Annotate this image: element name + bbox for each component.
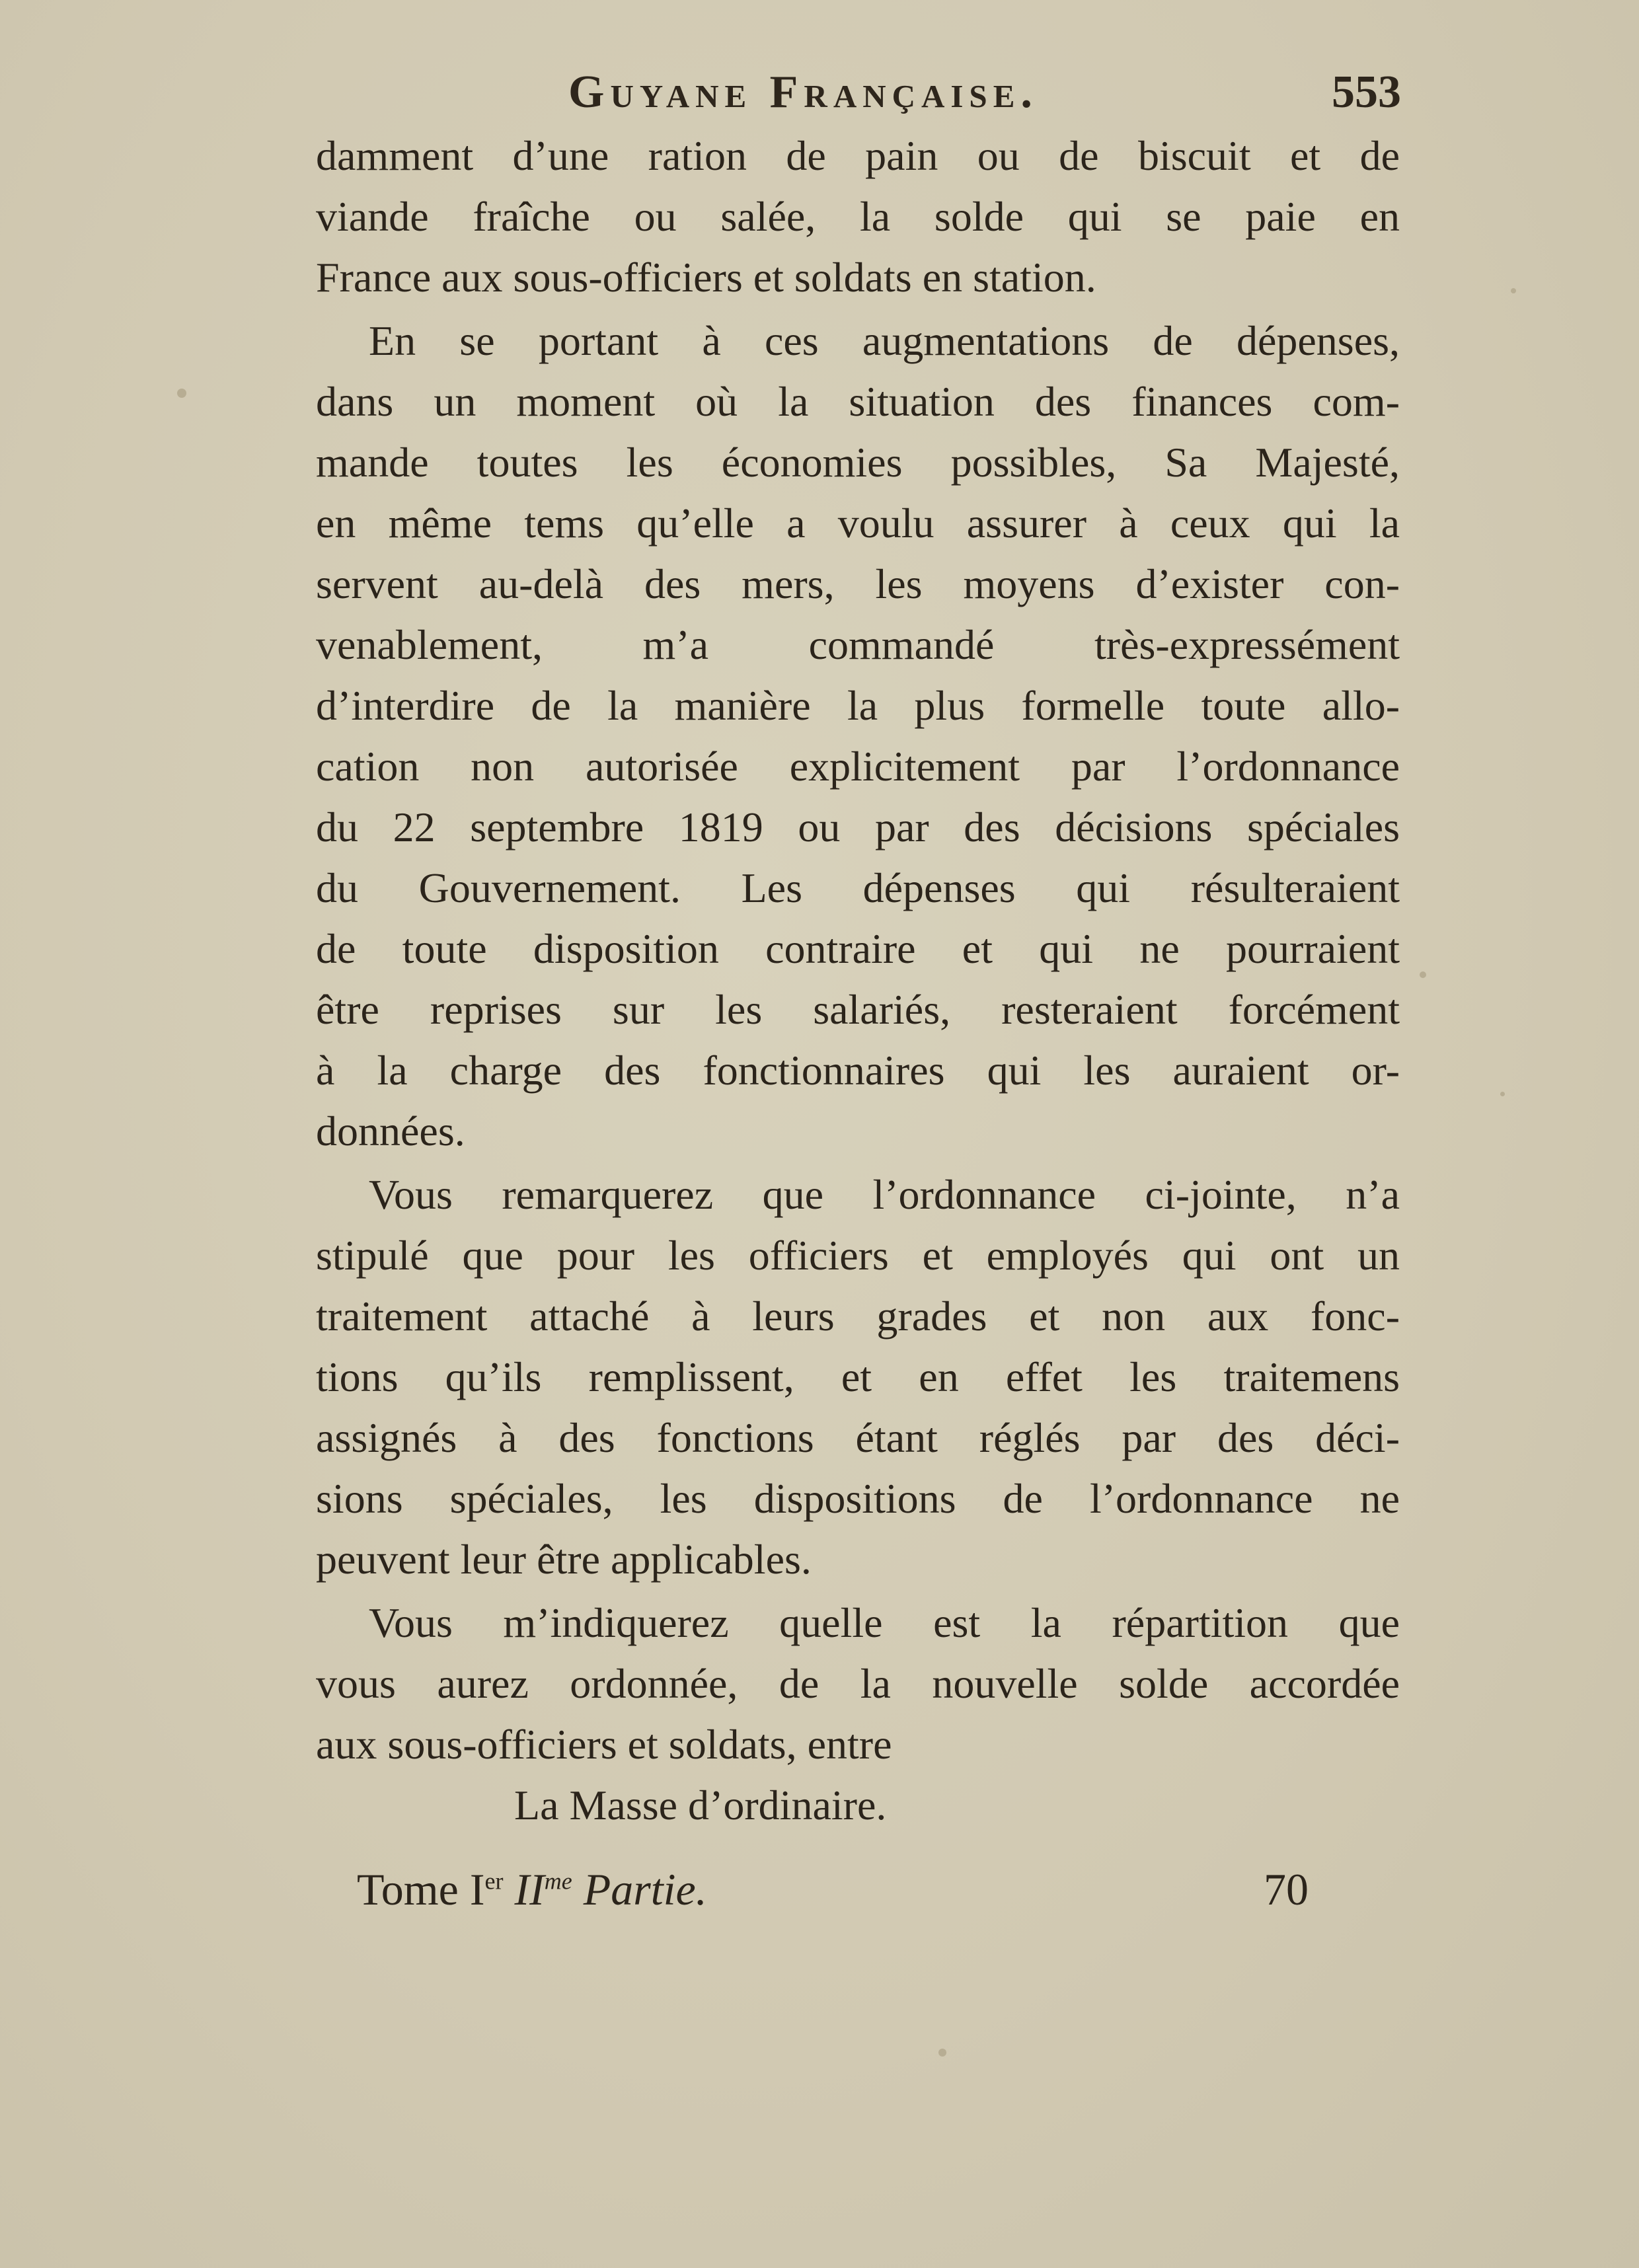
text-line: venablement, m’a commandé très-expressément (316, 621, 1400, 668)
text-line: du 22 septembre 1819 ou par des décisions spéciales (316, 804, 1400, 850)
text-line: France aux sous-officiers et soldats en station. (316, 254, 1096, 301)
text-line: aux sous-officiers et soldats, entre (316, 1721, 892, 1768)
text-line: en même tems qu’elle a voulu assurer à ceux qui la (316, 500, 1400, 547)
tome-superscript: er (484, 1868, 504, 1895)
text-line: données. (316, 1108, 465, 1154)
centered-line: La Masse d’ordinaire. (514, 1782, 887, 1829)
text-line: d’interdire de la manière la plus formelle toute allo- (316, 682, 1400, 729)
tome-label: Tome I (357, 1864, 485, 1914)
running-title: Guyane Française. (568, 67, 1038, 118)
text-line: peuvent leur être applicables. (316, 1536, 812, 1583)
text-line: à la charge des fonctionnaires qui les auraient or- (316, 1047, 1400, 1094)
text-line: cation non autorisée explicitement par l’ordonnance (316, 743, 1400, 790)
text-line: vous aurez ordonnée, de la nouvelle solde accordée (316, 1660, 1400, 1707)
text-line: servent au-delà des mers, les moyens d’exister con- (316, 560, 1400, 607)
text-line: damment d’une ration de pain ou de biscuit et de (316, 132, 1400, 179)
text-line: dans un moment où la situation des finances com- (316, 378, 1400, 425)
signature-footer (357, 1864, 1309, 1923)
text-line: être reprises sur les salariés, resteraient forcément (316, 986, 1400, 1033)
text-line: Vous remarquerez que l’ordonnance ci-jointe, n’a (369, 1171, 1400, 1218)
text-line: mande toutes les économies possibles, Sa Majesté, (316, 439, 1400, 486)
text-line: traitement attaché à leurs grades et non aux fonc- (316, 1293, 1400, 1340)
text-line: viande fraîche ou salée, la solde qui se paie en (316, 193, 1400, 240)
text-line: Vous m’indiquerez quelle est la répartition que (369, 1599, 1400, 1646)
page-number: 553 (1332, 67, 1401, 118)
signature-mark (357, 1864, 707, 1916)
text-line: En se portant à ces augmentations de dépenses, (369, 317, 1400, 364)
body-text (316, 126, 1400, 1836)
text-line: du Gouvernement. Les dépenses qui résulteraient (316, 864, 1400, 911)
signature-number: 70 (1264, 1864, 1309, 1914)
text-line: de toute disposition contraire et qui ne pourraient (316, 925, 1400, 972)
part-label: $II^{me}$ Partie. (514, 1864, 707, 1914)
text-line: stipulé que pour les officiers et employés qui ont un (316, 1232, 1400, 1279)
text-line: assignés à des fonctions étant réglés par des déci- (316, 1414, 1400, 1461)
running-header (317, 66, 1401, 126)
text-line: tions qu’ils remplissent, et en effet les traitemens (316, 1353, 1400, 1400)
text-line: sions spéciales, les dispositions de l’ordonnance ne (316, 1475, 1400, 1522)
